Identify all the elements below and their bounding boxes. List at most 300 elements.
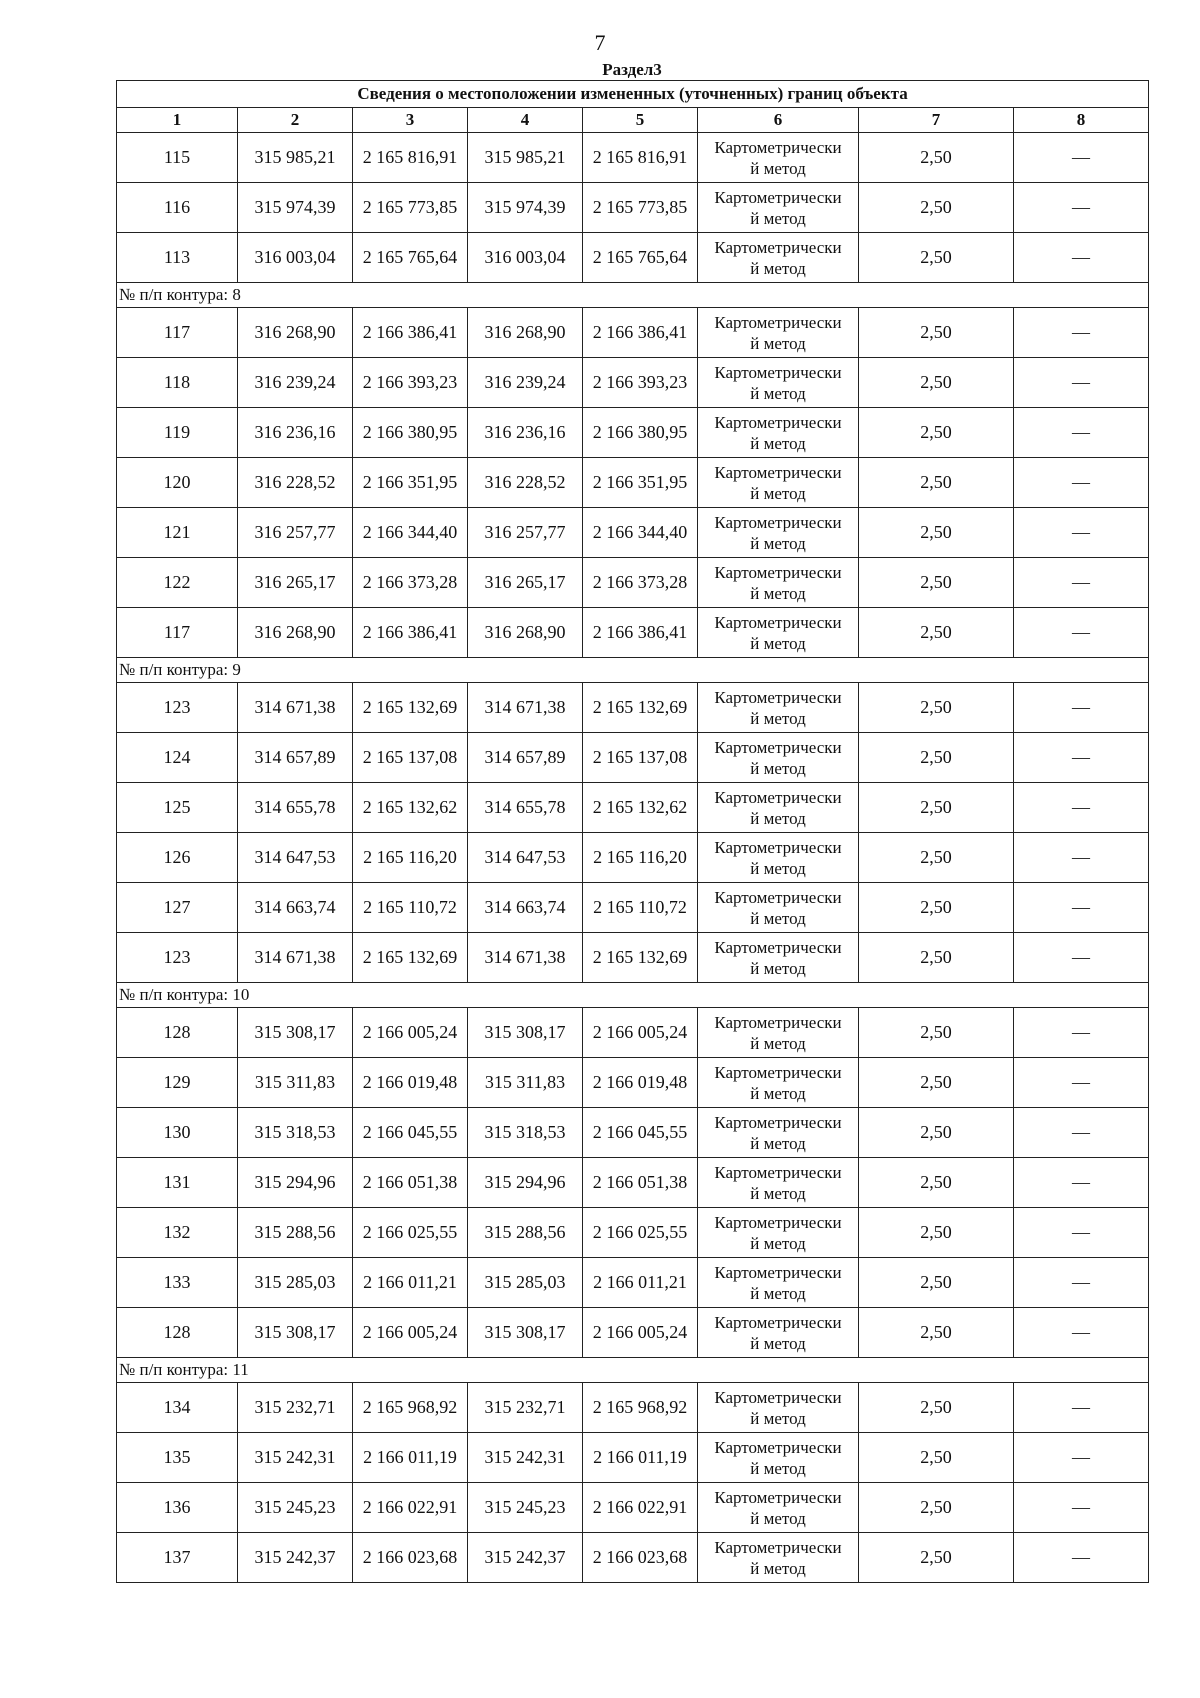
y-new-cell: 2 165 132,62 bbox=[583, 783, 698, 833]
y-old-cell: 2 166 019,48 bbox=[353, 1058, 468, 1108]
point-number-cell: 128 bbox=[117, 1308, 238, 1358]
y-old-cell: 2 165 765,64 bbox=[353, 233, 468, 283]
accuracy-cell: 2,50 bbox=[859, 1533, 1014, 1583]
point-number-cell: 136 bbox=[117, 1483, 238, 1533]
column-number-8: 8 bbox=[1014, 108, 1149, 133]
table-row bbox=[117, 933, 1149, 983]
y-old-cell: 2 166 022,91 bbox=[353, 1483, 468, 1533]
x-old-cell: 315 245,23 bbox=[238, 1483, 353, 1533]
x-old-cell: 314 657,89 bbox=[238, 733, 353, 783]
y-old-cell: 2 166 351,95 bbox=[353, 458, 468, 508]
method-line: Картометрически bbox=[714, 312, 842, 332]
y-old-cell: 2 165 132,62 bbox=[353, 783, 468, 833]
y-new-cell: 2 166 380,95 bbox=[583, 408, 698, 458]
y-old-cell: 2 166 386,41 bbox=[353, 608, 468, 658]
x-old-cell: 315 311,83 bbox=[238, 1058, 353, 1108]
accuracy-cell: 2,50 bbox=[859, 1483, 1014, 1533]
note-cell: — bbox=[1014, 933, 1149, 983]
note-cell: — bbox=[1014, 1383, 1149, 1433]
x-new-cell: 315 245,23 bbox=[468, 1483, 583, 1533]
note-cell: — bbox=[1014, 408, 1149, 458]
method-line: Картометрически bbox=[714, 562, 842, 582]
y-new-cell: 2 165 816,91 bbox=[583, 133, 698, 183]
y-new-cell: 2 166 393,23 bbox=[583, 358, 698, 408]
accuracy-cell: 2,50 bbox=[859, 1208, 1014, 1258]
method-line: Картометрически bbox=[714, 412, 842, 432]
accuracy-cell: 2,50 bbox=[859, 1058, 1014, 1108]
note-cell: — bbox=[1014, 1258, 1149, 1308]
table-row bbox=[117, 1308, 1149, 1358]
method-line: й метод bbox=[750, 858, 806, 878]
x-new-cell: 316 268,90 bbox=[468, 608, 583, 658]
method-line: Картометрически bbox=[714, 512, 842, 532]
table-row bbox=[117, 1433, 1149, 1483]
method-line: Картометрически bbox=[714, 1212, 842, 1232]
accuracy-cell: 2,50 bbox=[859, 683, 1014, 733]
table-row bbox=[117, 508, 1149, 558]
x-new-cell: 314 671,38 bbox=[468, 683, 583, 733]
note-cell: — bbox=[1014, 1308, 1149, 1358]
method-line: Картометрически bbox=[714, 1162, 842, 1182]
method-cell bbox=[698, 183, 859, 233]
x-new-cell: 316 265,17 bbox=[468, 558, 583, 608]
x-old-cell: 316 257,77 bbox=[238, 508, 353, 558]
note-cell: — bbox=[1014, 733, 1149, 783]
table-row bbox=[117, 1158, 1149, 1208]
accuracy-cell: 2,50 bbox=[859, 183, 1014, 233]
method-cell bbox=[698, 308, 859, 358]
accuracy-cell: 2,50 bbox=[859, 933, 1014, 983]
table-row bbox=[117, 783, 1149, 833]
x-old-cell: 314 647,53 bbox=[238, 833, 353, 883]
table-row bbox=[117, 833, 1149, 883]
method-line: й метод bbox=[750, 1558, 806, 1578]
note-cell: — bbox=[1014, 358, 1149, 408]
x-old-cell: 315 318,53 bbox=[238, 1108, 353, 1158]
method-cell bbox=[698, 408, 859, 458]
y-new-cell: 2 166 023,68 bbox=[583, 1533, 698, 1583]
note-cell: — bbox=[1014, 608, 1149, 658]
y-new-cell: 2 166 351,95 bbox=[583, 458, 698, 508]
accuracy-cell: 2,50 bbox=[859, 458, 1014, 508]
x-new-cell: 314 671,38 bbox=[468, 933, 583, 983]
y-old-cell: 2 166 045,55 bbox=[353, 1108, 468, 1158]
point-number-cell: 118 bbox=[117, 358, 238, 408]
point-number-cell: 135 bbox=[117, 1433, 238, 1483]
note-cell: — bbox=[1014, 683, 1149, 733]
method-cell bbox=[698, 1008, 859, 1058]
method-cell bbox=[698, 833, 859, 883]
method-line: й метод bbox=[750, 258, 806, 278]
contour-row bbox=[117, 1358, 1149, 1383]
method-line: й метод bbox=[750, 908, 806, 928]
x-old-cell: 315 242,31 bbox=[238, 1433, 353, 1483]
method-line: й метод bbox=[750, 483, 806, 503]
note-cell: — bbox=[1014, 833, 1149, 883]
accuracy-cell: 2,50 bbox=[859, 133, 1014, 183]
method-line: й метод bbox=[750, 633, 806, 653]
accuracy-cell: 2,50 bbox=[859, 558, 1014, 608]
accuracy-cell: 2,50 bbox=[859, 408, 1014, 458]
table-row bbox=[117, 883, 1149, 933]
x-old-cell: 314 671,38 bbox=[238, 933, 353, 983]
y-new-cell: 2 166 019,48 bbox=[583, 1058, 698, 1108]
point-number-cell: 128 bbox=[117, 1008, 238, 1058]
y-new-cell: 2 166 051,38 bbox=[583, 1158, 698, 1208]
x-new-cell: 316 228,52 bbox=[468, 458, 583, 508]
table-row bbox=[117, 1483, 1149, 1533]
method-line: й метод bbox=[750, 1458, 806, 1478]
table-title: Сведения о местоположении измененных (уточненных) границ объекта bbox=[117, 81, 1149, 108]
x-new-cell: 316 003,04 bbox=[468, 233, 583, 283]
method-cell bbox=[698, 683, 859, 733]
y-new-cell: 2 165 110,72 bbox=[583, 883, 698, 933]
point-number-cell: 117 bbox=[117, 608, 238, 658]
method-line: Картометрически bbox=[714, 1437, 842, 1457]
y-old-cell: 2 166 051,38 bbox=[353, 1158, 468, 1208]
accuracy-cell: 2,50 bbox=[859, 1008, 1014, 1058]
y-old-cell: 2 166 005,24 bbox=[353, 1008, 468, 1058]
method-line: й метод bbox=[750, 583, 806, 603]
x-old-cell: 316 236,16 bbox=[238, 408, 353, 458]
column-number-row bbox=[117, 108, 1149, 133]
method-cell bbox=[698, 558, 859, 608]
y-new-cell: 2 165 765,64 bbox=[583, 233, 698, 283]
point-number-cell: 121 bbox=[117, 508, 238, 558]
note-cell: — bbox=[1014, 508, 1149, 558]
table-row bbox=[117, 1533, 1149, 1583]
point-number-cell: 119 bbox=[117, 408, 238, 458]
method-line: й метод bbox=[750, 1508, 806, 1528]
column-number-5: 5 bbox=[583, 108, 698, 133]
method-line: Картометрически bbox=[714, 462, 842, 482]
method-line: Картометрически bbox=[714, 1012, 842, 1032]
method-line: й метод bbox=[750, 383, 806, 403]
table-row bbox=[117, 308, 1149, 358]
point-number-cell: 123 bbox=[117, 933, 238, 983]
method-line: Картометрически bbox=[714, 237, 842, 257]
table-row bbox=[117, 1108, 1149, 1158]
method-line: й метод bbox=[750, 1233, 806, 1253]
x-new-cell: 315 318,53 bbox=[468, 1108, 583, 1158]
note-cell: — bbox=[1014, 1533, 1149, 1583]
method-line: Картометрически bbox=[714, 687, 842, 707]
point-number-cell: 113 bbox=[117, 233, 238, 283]
x-new-cell: 315 974,39 bbox=[468, 183, 583, 233]
point-number-cell: 137 bbox=[117, 1533, 238, 1583]
method-line: й метод bbox=[750, 1133, 806, 1153]
y-old-cell: 2 166 023,68 bbox=[353, 1533, 468, 1583]
point-number-cell: 134 bbox=[117, 1383, 238, 1433]
table-row bbox=[117, 1208, 1149, 1258]
y-old-cell: 2 166 393,23 bbox=[353, 358, 468, 408]
method-line: Картометрически bbox=[714, 1312, 842, 1332]
note-cell: — bbox=[1014, 883, 1149, 933]
y-old-cell: 2 165 132,69 bbox=[353, 683, 468, 733]
column-number-7: 7 bbox=[859, 108, 1014, 133]
table-row bbox=[117, 558, 1149, 608]
y-new-cell: 2 165 132,69 bbox=[583, 683, 698, 733]
accuracy-cell: 2,50 bbox=[859, 883, 1014, 933]
accuracy-cell: 2,50 bbox=[859, 233, 1014, 283]
method-line: й метод bbox=[750, 1333, 806, 1353]
x-new-cell: 316 236,16 bbox=[468, 408, 583, 458]
method-line: Картометрически bbox=[714, 1112, 842, 1132]
point-number-cell: 117 bbox=[117, 308, 238, 358]
x-new-cell: 315 311,83 bbox=[468, 1058, 583, 1108]
method-line: й метод bbox=[750, 958, 806, 978]
note-cell: — bbox=[1014, 1058, 1149, 1108]
method-cell bbox=[698, 458, 859, 508]
y-old-cell: 2 166 005,24 bbox=[353, 1308, 468, 1358]
y-old-cell: 2 166 011,21 bbox=[353, 1258, 468, 1308]
point-number-cell: 124 bbox=[117, 733, 238, 783]
method-cell bbox=[698, 1483, 859, 1533]
point-number-cell: 116 bbox=[117, 183, 238, 233]
method-line: й метод bbox=[750, 533, 806, 553]
point-number-cell: 125 bbox=[117, 783, 238, 833]
y-new-cell: 2 165 773,85 bbox=[583, 183, 698, 233]
note-cell: — bbox=[1014, 233, 1149, 283]
x-new-cell: 314 657,89 bbox=[468, 733, 583, 783]
table-row bbox=[117, 358, 1149, 408]
boundary-table bbox=[116, 80, 1149, 1583]
y-new-cell: 2 166 005,24 bbox=[583, 1308, 698, 1358]
x-old-cell: 316 268,90 bbox=[238, 608, 353, 658]
y-new-cell: 2 166 373,28 bbox=[583, 558, 698, 608]
method-cell bbox=[698, 508, 859, 558]
y-new-cell: 2 166 022,91 bbox=[583, 1483, 698, 1533]
table-row bbox=[117, 1008, 1149, 1058]
method-line: й метод bbox=[750, 208, 806, 228]
point-number-cell: 133 bbox=[117, 1258, 238, 1308]
x-old-cell: 314 655,78 bbox=[238, 783, 353, 833]
y-new-cell: 2 166 045,55 bbox=[583, 1108, 698, 1158]
accuracy-cell: 2,50 bbox=[859, 1433, 1014, 1483]
method-cell bbox=[698, 1108, 859, 1158]
y-old-cell: 2 165 116,20 bbox=[353, 833, 468, 883]
note-cell: — bbox=[1014, 1208, 1149, 1258]
y-new-cell: 2 166 386,41 bbox=[583, 308, 698, 358]
x-old-cell: 315 288,56 bbox=[238, 1208, 353, 1258]
x-new-cell: 315 308,17 bbox=[468, 1008, 583, 1058]
note-cell: — bbox=[1014, 558, 1149, 608]
method-line: Картометрически bbox=[714, 1537, 842, 1557]
x-new-cell: 315 288,56 bbox=[468, 1208, 583, 1258]
y-new-cell: 2 165 116,20 bbox=[583, 833, 698, 883]
note-cell: — bbox=[1014, 1483, 1149, 1533]
method-line: Картометрически bbox=[714, 362, 842, 382]
table-row bbox=[117, 233, 1149, 283]
y-new-cell: 2 166 386,41 bbox=[583, 608, 698, 658]
x-old-cell: 315 974,39 bbox=[238, 183, 353, 233]
x-new-cell: 316 268,90 bbox=[468, 308, 583, 358]
accuracy-cell: 2,50 bbox=[859, 1158, 1014, 1208]
y-new-cell: 2 166 011,19 bbox=[583, 1433, 698, 1483]
method-cell bbox=[698, 1383, 859, 1433]
method-line: Картометрически bbox=[714, 137, 842, 157]
column-number-3: 3 bbox=[353, 108, 468, 133]
accuracy-cell: 2,50 bbox=[859, 783, 1014, 833]
accuracy-cell: 2,50 bbox=[859, 1258, 1014, 1308]
column-number-4: 4 bbox=[468, 108, 583, 133]
method-line: Картометрически bbox=[714, 737, 842, 757]
method-cell bbox=[698, 933, 859, 983]
column-number-2: 2 bbox=[238, 108, 353, 133]
x-new-cell: 316 239,24 bbox=[468, 358, 583, 408]
x-old-cell: 316 239,24 bbox=[238, 358, 353, 408]
table-body bbox=[117, 133, 1149, 1583]
method-line: й метод bbox=[750, 433, 806, 453]
x-old-cell: 315 242,37 bbox=[238, 1533, 353, 1583]
note-cell: — bbox=[1014, 1008, 1149, 1058]
y-old-cell: 2 165 110,72 bbox=[353, 883, 468, 933]
x-old-cell: 315 285,03 bbox=[238, 1258, 353, 1308]
method-cell bbox=[698, 1533, 859, 1583]
x-old-cell: 315 294,96 bbox=[238, 1158, 353, 1208]
accuracy-cell: 2,50 bbox=[859, 358, 1014, 408]
method-line: й метод bbox=[750, 1183, 806, 1203]
y-new-cell: 2 165 968,92 bbox=[583, 1383, 698, 1433]
method-line: Картометрически bbox=[714, 612, 842, 632]
method-line: й метод bbox=[750, 158, 806, 178]
x-new-cell: 314 647,53 bbox=[468, 833, 583, 883]
x-new-cell: 315 985,21 bbox=[468, 133, 583, 183]
method-line: й метод bbox=[750, 1083, 806, 1103]
method-cell bbox=[698, 1158, 859, 1208]
x-old-cell: 316 268,90 bbox=[238, 308, 353, 358]
contour-label: № п/п контура: 10 bbox=[117, 983, 1149, 1008]
accuracy-cell: 2,50 bbox=[859, 308, 1014, 358]
y-old-cell: 2 166 025,55 bbox=[353, 1208, 468, 1258]
page-number: 7 bbox=[594, 30, 606, 55]
method-line: Картометрически bbox=[714, 887, 842, 907]
y-old-cell: 2 165 968,92 bbox=[353, 1383, 468, 1433]
x-old-cell: 315 232,71 bbox=[238, 1383, 353, 1433]
note-cell: — bbox=[1014, 133, 1149, 183]
method-line: й метод bbox=[750, 708, 806, 728]
x-old-cell: 315 308,17 bbox=[238, 1308, 353, 1358]
y-new-cell: 2 165 137,08 bbox=[583, 733, 698, 783]
contour-label: № п/п контура: 11 bbox=[117, 1358, 1149, 1383]
table-row bbox=[117, 408, 1149, 458]
method-cell bbox=[698, 608, 859, 658]
table-row bbox=[117, 608, 1149, 658]
x-new-cell: 315 285,03 bbox=[468, 1258, 583, 1308]
y-new-cell: 2 166 011,21 bbox=[583, 1258, 698, 1308]
method-line: Картометрически bbox=[714, 937, 842, 957]
y-old-cell: 2 166 380,95 bbox=[353, 408, 468, 458]
x-new-cell: 315 308,17 bbox=[468, 1308, 583, 1358]
y-old-cell: 2 165 773,85 bbox=[353, 183, 468, 233]
method-line: Картометрически bbox=[714, 1262, 842, 1282]
note-cell: — bbox=[1014, 308, 1149, 358]
x-new-cell: 314 655,78 bbox=[468, 783, 583, 833]
method-line: Картометрически bbox=[714, 837, 842, 857]
point-number-cell: 127 bbox=[117, 883, 238, 933]
point-number-cell: 115 bbox=[117, 133, 238, 183]
method-cell bbox=[698, 783, 859, 833]
method-line: й метод bbox=[750, 1283, 806, 1303]
point-number-cell: 129 bbox=[117, 1058, 238, 1108]
method-cell bbox=[698, 883, 859, 933]
x-old-cell: 316 003,04 bbox=[238, 233, 353, 283]
accuracy-cell: 2,50 bbox=[859, 608, 1014, 658]
y-old-cell: 2 166 344,40 bbox=[353, 508, 468, 558]
method-cell bbox=[698, 133, 859, 183]
y-old-cell: 2 165 132,69 bbox=[353, 933, 468, 983]
x-new-cell: 316 257,77 bbox=[468, 508, 583, 558]
table-row bbox=[117, 183, 1149, 233]
method-line: Картометрически bbox=[714, 187, 842, 207]
method-cell bbox=[698, 1308, 859, 1358]
x-new-cell: 315 294,96 bbox=[468, 1158, 583, 1208]
table-row bbox=[117, 458, 1149, 508]
method-line: й метод bbox=[750, 808, 806, 828]
method-line: Картометрически bbox=[714, 1487, 842, 1507]
table-row bbox=[117, 1058, 1149, 1108]
x-new-cell: 315 242,37 bbox=[468, 1533, 583, 1583]
method-cell bbox=[698, 1433, 859, 1483]
method-cell bbox=[698, 733, 859, 783]
method-cell bbox=[698, 1208, 859, 1258]
y-new-cell: 2 165 132,69 bbox=[583, 933, 698, 983]
method-line: Картометрически bbox=[714, 787, 842, 807]
method-line: Картометрически bbox=[714, 1387, 842, 1407]
point-number-cell: 126 bbox=[117, 833, 238, 883]
y-new-cell: 2 166 005,24 bbox=[583, 1008, 698, 1058]
x-old-cell: 315 985,21 bbox=[238, 133, 353, 183]
note-cell: — bbox=[1014, 1433, 1149, 1483]
document-body bbox=[116, 60, 1148, 1583]
x-old-cell: 314 671,38 bbox=[238, 683, 353, 733]
column-number-6: 6 bbox=[698, 108, 859, 133]
note-cell: — bbox=[1014, 783, 1149, 833]
accuracy-cell: 2,50 bbox=[859, 1308, 1014, 1358]
method-cell bbox=[698, 358, 859, 408]
contour-row bbox=[117, 283, 1149, 308]
contour-row bbox=[117, 658, 1149, 683]
point-number-cell: 120 bbox=[117, 458, 238, 508]
x-old-cell: 314 663,74 bbox=[238, 883, 353, 933]
accuracy-cell: 2,50 bbox=[859, 508, 1014, 558]
y-new-cell: 2 166 025,55 bbox=[583, 1208, 698, 1258]
y-old-cell: 2 165 816,91 bbox=[353, 133, 468, 183]
contour-label: № п/п контура: 9 bbox=[117, 658, 1149, 683]
x-old-cell: 316 228,52 bbox=[238, 458, 353, 508]
table-row bbox=[117, 133, 1149, 183]
table-row bbox=[117, 733, 1149, 783]
x-new-cell: 315 232,71 bbox=[468, 1383, 583, 1433]
accuracy-cell: 2,50 bbox=[859, 1108, 1014, 1158]
point-number-cell: 132 bbox=[117, 1208, 238, 1258]
point-number-cell: 131 bbox=[117, 1158, 238, 1208]
x-old-cell: 315 308,17 bbox=[238, 1008, 353, 1058]
method-line: й метод bbox=[750, 333, 806, 353]
contour-label: № п/п контура: 8 bbox=[117, 283, 1149, 308]
y-old-cell: 2 166 011,19 bbox=[353, 1433, 468, 1483]
method-line: й метод bbox=[750, 1033, 806, 1053]
method-line: й метод bbox=[750, 758, 806, 778]
y-new-cell: 2 166 344,40 bbox=[583, 508, 698, 558]
note-cell: — bbox=[1014, 183, 1149, 233]
point-number-cell: 130 bbox=[117, 1108, 238, 1158]
point-number-cell: 122 bbox=[117, 558, 238, 608]
contour-row bbox=[117, 983, 1149, 1008]
x-old-cell: 316 265,17 bbox=[238, 558, 353, 608]
method-line: й метод bbox=[750, 1408, 806, 1428]
method-cell bbox=[698, 233, 859, 283]
